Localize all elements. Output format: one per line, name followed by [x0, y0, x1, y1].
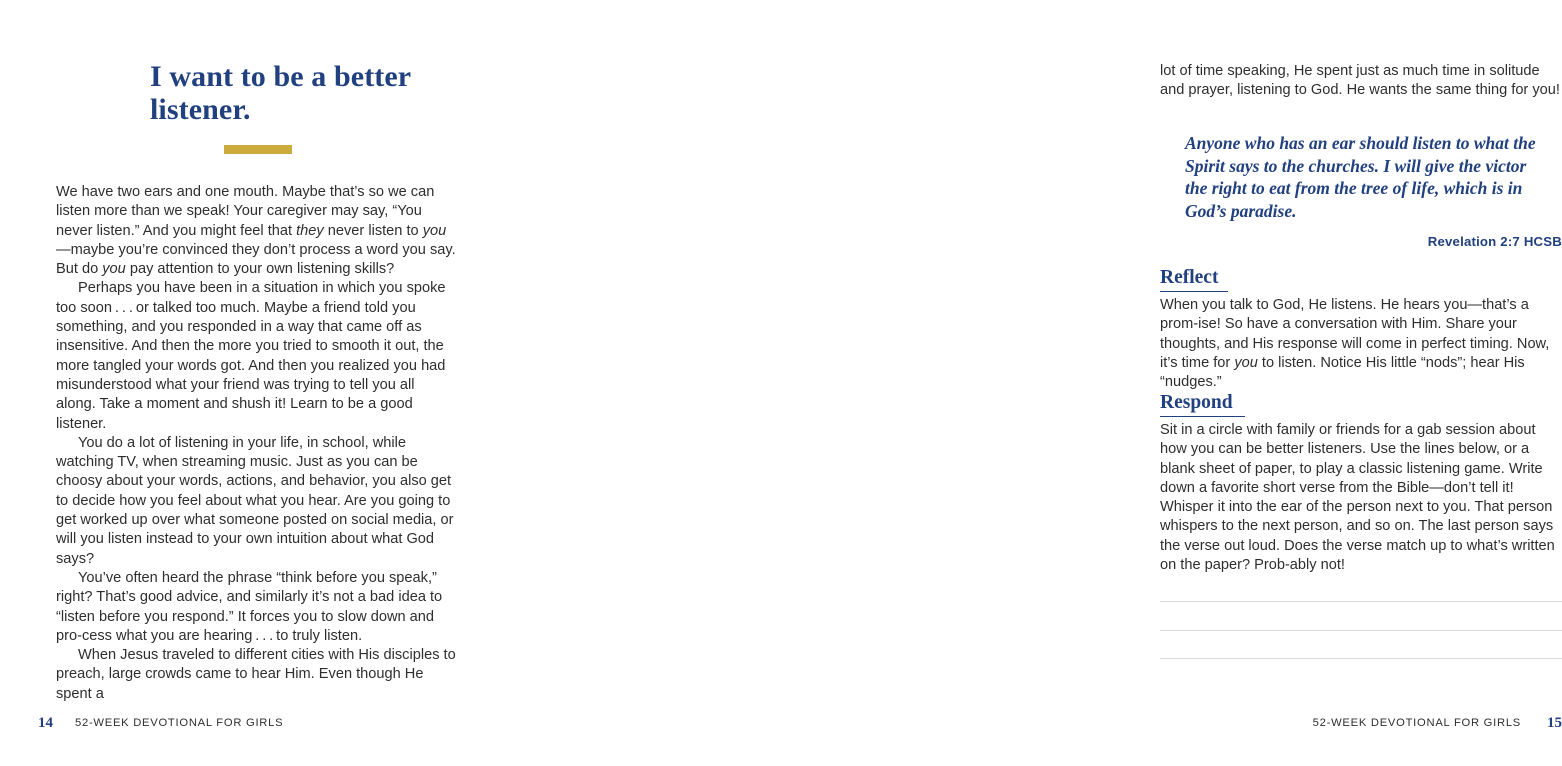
paragraph-2: Perhaps you have been in a situation in which you spoke too soon . . . or talked too much. Maybe a friend told you something, and you responded in a way that came off as insensitive. And then the more you tried to smooth it out, the more tangled your words got. And then you realized you had misunderstood what your friend was trying to tell you all along. Take a moment and shush it! Learn to be a good listener. [56, 280, 446, 432]
left-body-text [56, 183, 458, 704]
right-intro-text [1160, 62, 1562, 101]
writing-line[interactable] [1160, 630, 1562, 631]
reflect-body-text [1160, 296, 1562, 392]
scripture-reference: Revelation 2:7 HCSB [1427, 234, 1562, 249]
left-page [0, 0, 540, 766]
p1-italic-they: they [296, 222, 324, 239]
p1-part-d: pay attention to your own listening skills? [125, 261, 395, 278]
paragraph-1 [56, 183, 458, 279]
reflect-part-a: When you talk to God, He listens. He hears you—that’s a prom-ise! So have a conversation with Him. Share your thoughts, and His response will come in perfect timing. Now, it’s time for [1160, 297, 1550, 371]
running-head-left: 52-WEEK DEVOTIONAL FOR GIRLS [75, 717, 284, 729]
intro-paragraph: lot of time speaking, He spent just as much time in solitude and prayer, listening to God. He wants the same thing for you! [1160, 63, 1560, 99]
page-number-left: 14 [38, 714, 53, 731]
p1-part-b: never listen to [323, 222, 423, 239]
respond-body-text [1160, 421, 1562, 575]
section-heading-reflect: Reflect [1160, 267, 1228, 292]
p1-part-a: We have two ears and one mouth. Maybe that’s so we can listen more than we speak! Your caregiver may say, “You never listen.” And you might feel that [56, 184, 435, 239]
writing-line[interactable] [1160, 601, 1562, 602]
respond-paragraph: Sit in a circle with family or friends for a gab session about how you can be better listeners. Use the lines below, or a blank sheet of paper, to play a classic listening game. Write down a favorite short verse from the Bible—don’t tell it! Whisper it into the ear of the person next to you. That person whispers to the next person, and so on. The last person says the verse out loud. Does the verse match up to what’s written on the paper? Prob-ably not! [1160, 422, 1555, 574]
p1-italic-you-2: you [102, 261, 126, 278]
paragraph-5: When Jesus traveled to different cities with His disciples to preach, large crowds came to hear Him. Even though He spent a [56, 647, 456, 702]
right-page-footer [1080, 713, 1562, 733]
paragraph-3: You do a lot of listening in your life, in school, while watching TV, when streaming music. Just as you can be choosy about your words, actions, and behavior, you also get to decide how you feel about what you hear. Are you going to get worked up over what someone posted on social media, or will you listen instead to your own intuition about what God says? [56, 434, 454, 567]
title-divider-rule [224, 145, 292, 154]
left-page-footer [38, 713, 283, 733]
writing-line[interactable] [1160, 658, 1562, 659]
page-number-right: 15 [1547, 714, 1562, 731]
scripture-quote: Anyone who has an ear should listen to what the Spirit says to the churches. I will give the victor the right to eat from the tree of life, which is in God’s paradise. [1185, 133, 1536, 221]
p1-italic-you-1: you [422, 222, 447, 239]
right-page [540, 0, 1562, 766]
running-head-right: 52-WEEK DEVOTIONAL FOR GIRLS [1312, 717, 1521, 729]
p1-part-c: —maybe you’re convinced they don’t process a word you say. But do [56, 241, 456, 278]
chapter-title: I want to be a better listener. [150, 60, 411, 126]
section-heading-respond: Respond [1160, 392, 1245, 417]
reflect-italic-you: you [1234, 354, 1258, 371]
reflect-paragraph [1160, 296, 1562, 392]
reflect-part-b: to listen. Notice His little “nods”; hear His “nudges.” [1160, 354, 1525, 391]
paragraph-4: You’ve often heard the phrase “think before you speak,” right? That’s good advice, and similarly it’s not a bad idea to “listen before you respond.” It forces you to slow down and pro-cess what you are hearing . . . to truly listen. [56, 569, 443, 644]
